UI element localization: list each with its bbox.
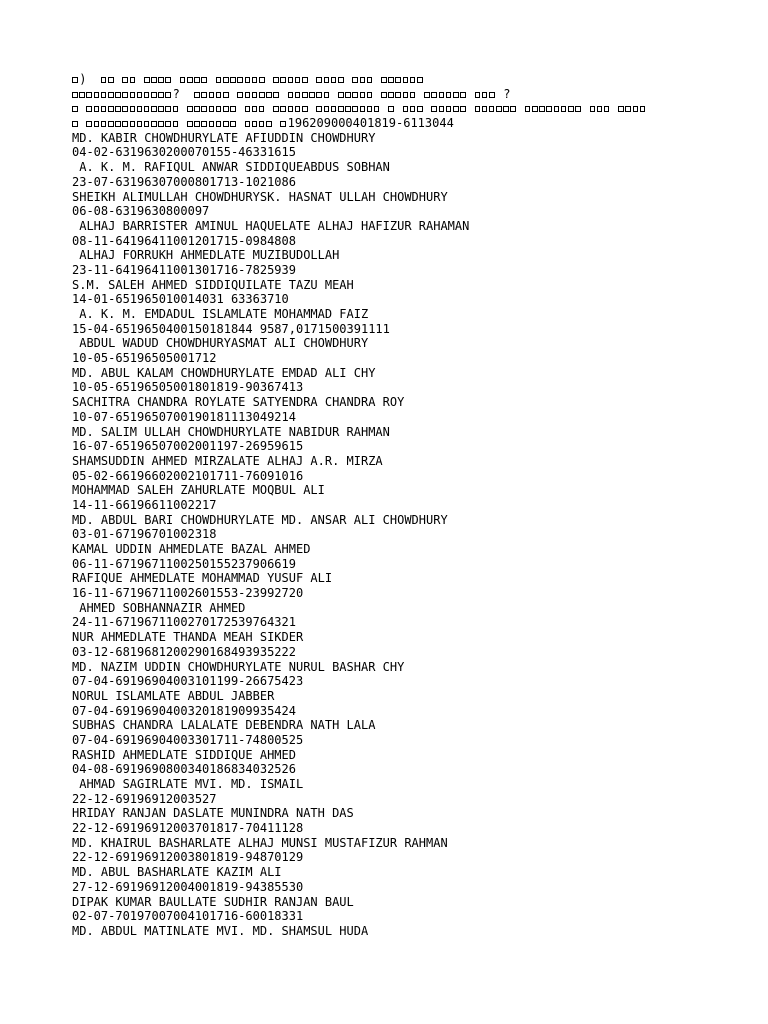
header-line-4-code: 196209000401819-6113044 — [287, 116, 454, 131]
record-line: 03-12-6819681200290168493935222 — [72, 644, 296, 659]
header-line-2-question: ? — [172, 86, 180, 101]
record-line: 10-05-65196505001801819-90367413 — [72, 380, 304, 395]
record-line: 07-04-6919690400320181909935424 — [72, 703, 296, 718]
record-line: MOHAMMAD SALEH ZAHURLATE MOQBUL ALI — [72, 483, 325, 498]
record-line: MD. NAZIM UDDIN CHOWDHURYLATE NURUL BASHAR CHY — [72, 659, 405, 674]
record-line: 07-04-69196904003301711-74800525 — [72, 732, 304, 747]
record-line: 16-11-67196711002601553-23992720 — [72, 586, 304, 601]
record-line: 15-04-6519650400150181844 9587,0171500391111 — [72, 321, 390, 336]
record-line: ALHAJ FORRUKH AHMEDLATE MUZIBUDOLLAH — [72, 248, 340, 263]
record-line: SHAMSUDDIN AHMED MIRZALATE ALHAJ A.R. MIRZA — [72, 453, 383, 468]
record-line: MD. ABDUL BARI CHOWDHURYLATE MD. ANSAR ALI CHOWDHURY — [72, 512, 448, 527]
record-line: 08-11-64196411001201715-0984808 — [72, 233, 296, 248]
record-line: DIPAK KUMAR BAULLATE SUDHIR RANJAN BAUL — [72, 894, 354, 909]
record-line: A. K. M. EMDADUL ISLAMLATE MOHAMMAD FAIZ — [72, 307, 369, 321]
record-line: 04-02-6319630200070155-46331615 — [72, 145, 296, 160]
record-line: ALHAJ BARRISTER AMINUL HAQUELATE ALHAJ HAFIZUR RAHAMAN — [72, 218, 470, 233]
header-line-1 — [72, 72, 712, 87]
record-line: 07-04-69196904003101199-26675423 — [72, 674, 304, 689]
record-line: MD. ABUL BASHARLATE KAZIM ALI — [72, 865, 282, 880]
record-line: MD. KHAIRUL BASHARLATE ALHAJ MUNSI MUSTAFIZUR RAHMAN — [72, 835, 448, 850]
record-line: AHMAD SAGIRLATE MVI. MD. ISMAIL — [72, 777, 304, 791]
record-line: AHMED SOBHANNAZIR AHMED — [72, 600, 246, 615]
record-line: 22-12-69196912003527 — [72, 791, 217, 806]
record-line: KAMAL UDDIN AHMEDLATE BAZAL AHMED — [72, 542, 311, 556]
record-line: 27-12-69196912004001819-94385530 — [72, 879, 304, 894]
record-line: RAFIQUE AHMEDLATE MOHAMMAD YUSUF ALI — [72, 571, 333, 586]
record-line: 04-08-6919690800340186834032526 — [72, 762, 296, 777]
document-body — [72, 72, 712, 939]
header-line-2 — [72, 87, 712, 102]
record-line: NUR AHMEDLATE THANDA MEAH SIKDER — [72, 630, 304, 645]
record-line: 06-11-6719671100250155237906619 — [72, 556, 296, 571]
header-line-2-end-question: ? — [503, 86, 511, 101]
record-list — [72, 131, 712, 939]
record-line: 03-01-67196701002318 — [72, 527, 217, 542]
record-line: MD. ABDUL MATINLATE MVI. MD. SHAMSUL HUDA — [72, 923, 369, 938]
record-line: 16-07-65196507002001197-26959615 — [72, 439, 304, 454]
record-line: 14-01-651965010014031 63363710 — [72, 292, 289, 307]
record-line: HRIDAY RANJAN DASLATE MUNINDRA NATH DAS — [72, 806, 354, 821]
record-line: 22-12-69196912003701817-70411128 — [72, 821, 304, 836]
record-line: 10-07-6519650700190181113049214 — [72, 409, 296, 424]
record-line: 05-02-66196602002101711-76091016 — [72, 468, 304, 483]
record-line: S.M. SALEH AHMED SIDDIQUILATE TAZU MEAH — [72, 277, 354, 292]
record-line: 22-12-69196912003801819-94870129 — [72, 850, 304, 865]
record-line: NORUL ISLAMLATE ABDUL JABBER — [72, 688, 275, 703]
record-line: RASHID AHMEDLATE SIDDIQUE AHMED — [72, 747, 296, 762]
record-line: SACHITRA CHANDRA ROYLATE SATYENDRA CHANDRA ROY — [72, 395, 405, 410]
header-line-1-paren: ) — [79, 72, 87, 86]
record-line: 02-07-70197007004101716-60018331 — [72, 909, 304, 924]
header-line-3 — [72, 101, 712, 116]
record-line: 24-11-6719671100270172539764321 — [72, 615, 296, 630]
record-line: SHEIKH ALIMULLAH CHOWDHURYSK. HASNAT ULLAH CHOWDHURY — [72, 189, 448, 204]
record-line: MD. KABIR CHOWDHURYLATE AFIUDDIN CHOWDHURY — [72, 130, 376, 145]
record-line: MD. ABUL KALAM CHOWDHURYLATE EMDAD ALI CHY — [72, 365, 376, 380]
record-line: 10-05-65196505001712 — [72, 351, 217, 366]
record-line: A. K. M. RAFIQUL ANWAR SIDDIQUEABDUS SOBHAN — [72, 160, 390, 175]
record-line: ABDUL WADUD CHOWDHURYASMAT ALI CHOWDHURY — [72, 336, 369, 351]
record-line: 23-07-63196307000801713-1021086 — [72, 174, 296, 189]
record-line: MD. SALIM ULLAH CHOWDHURYLATE NABIDUR RAHMAN — [72, 424, 390, 439]
record-line: SUBHAS CHANDRA LALALATE DEBENDRA NATH LALA — [72, 718, 376, 733]
header-line-4 — [72, 116, 712, 131]
record-line: 14-11-66196611002217 — [72, 497, 217, 512]
record-line: 06-08-6319630800097 — [72, 204, 210, 219]
record-line: 23-11-64196411001301716-7825939 — [72, 262, 296, 277]
